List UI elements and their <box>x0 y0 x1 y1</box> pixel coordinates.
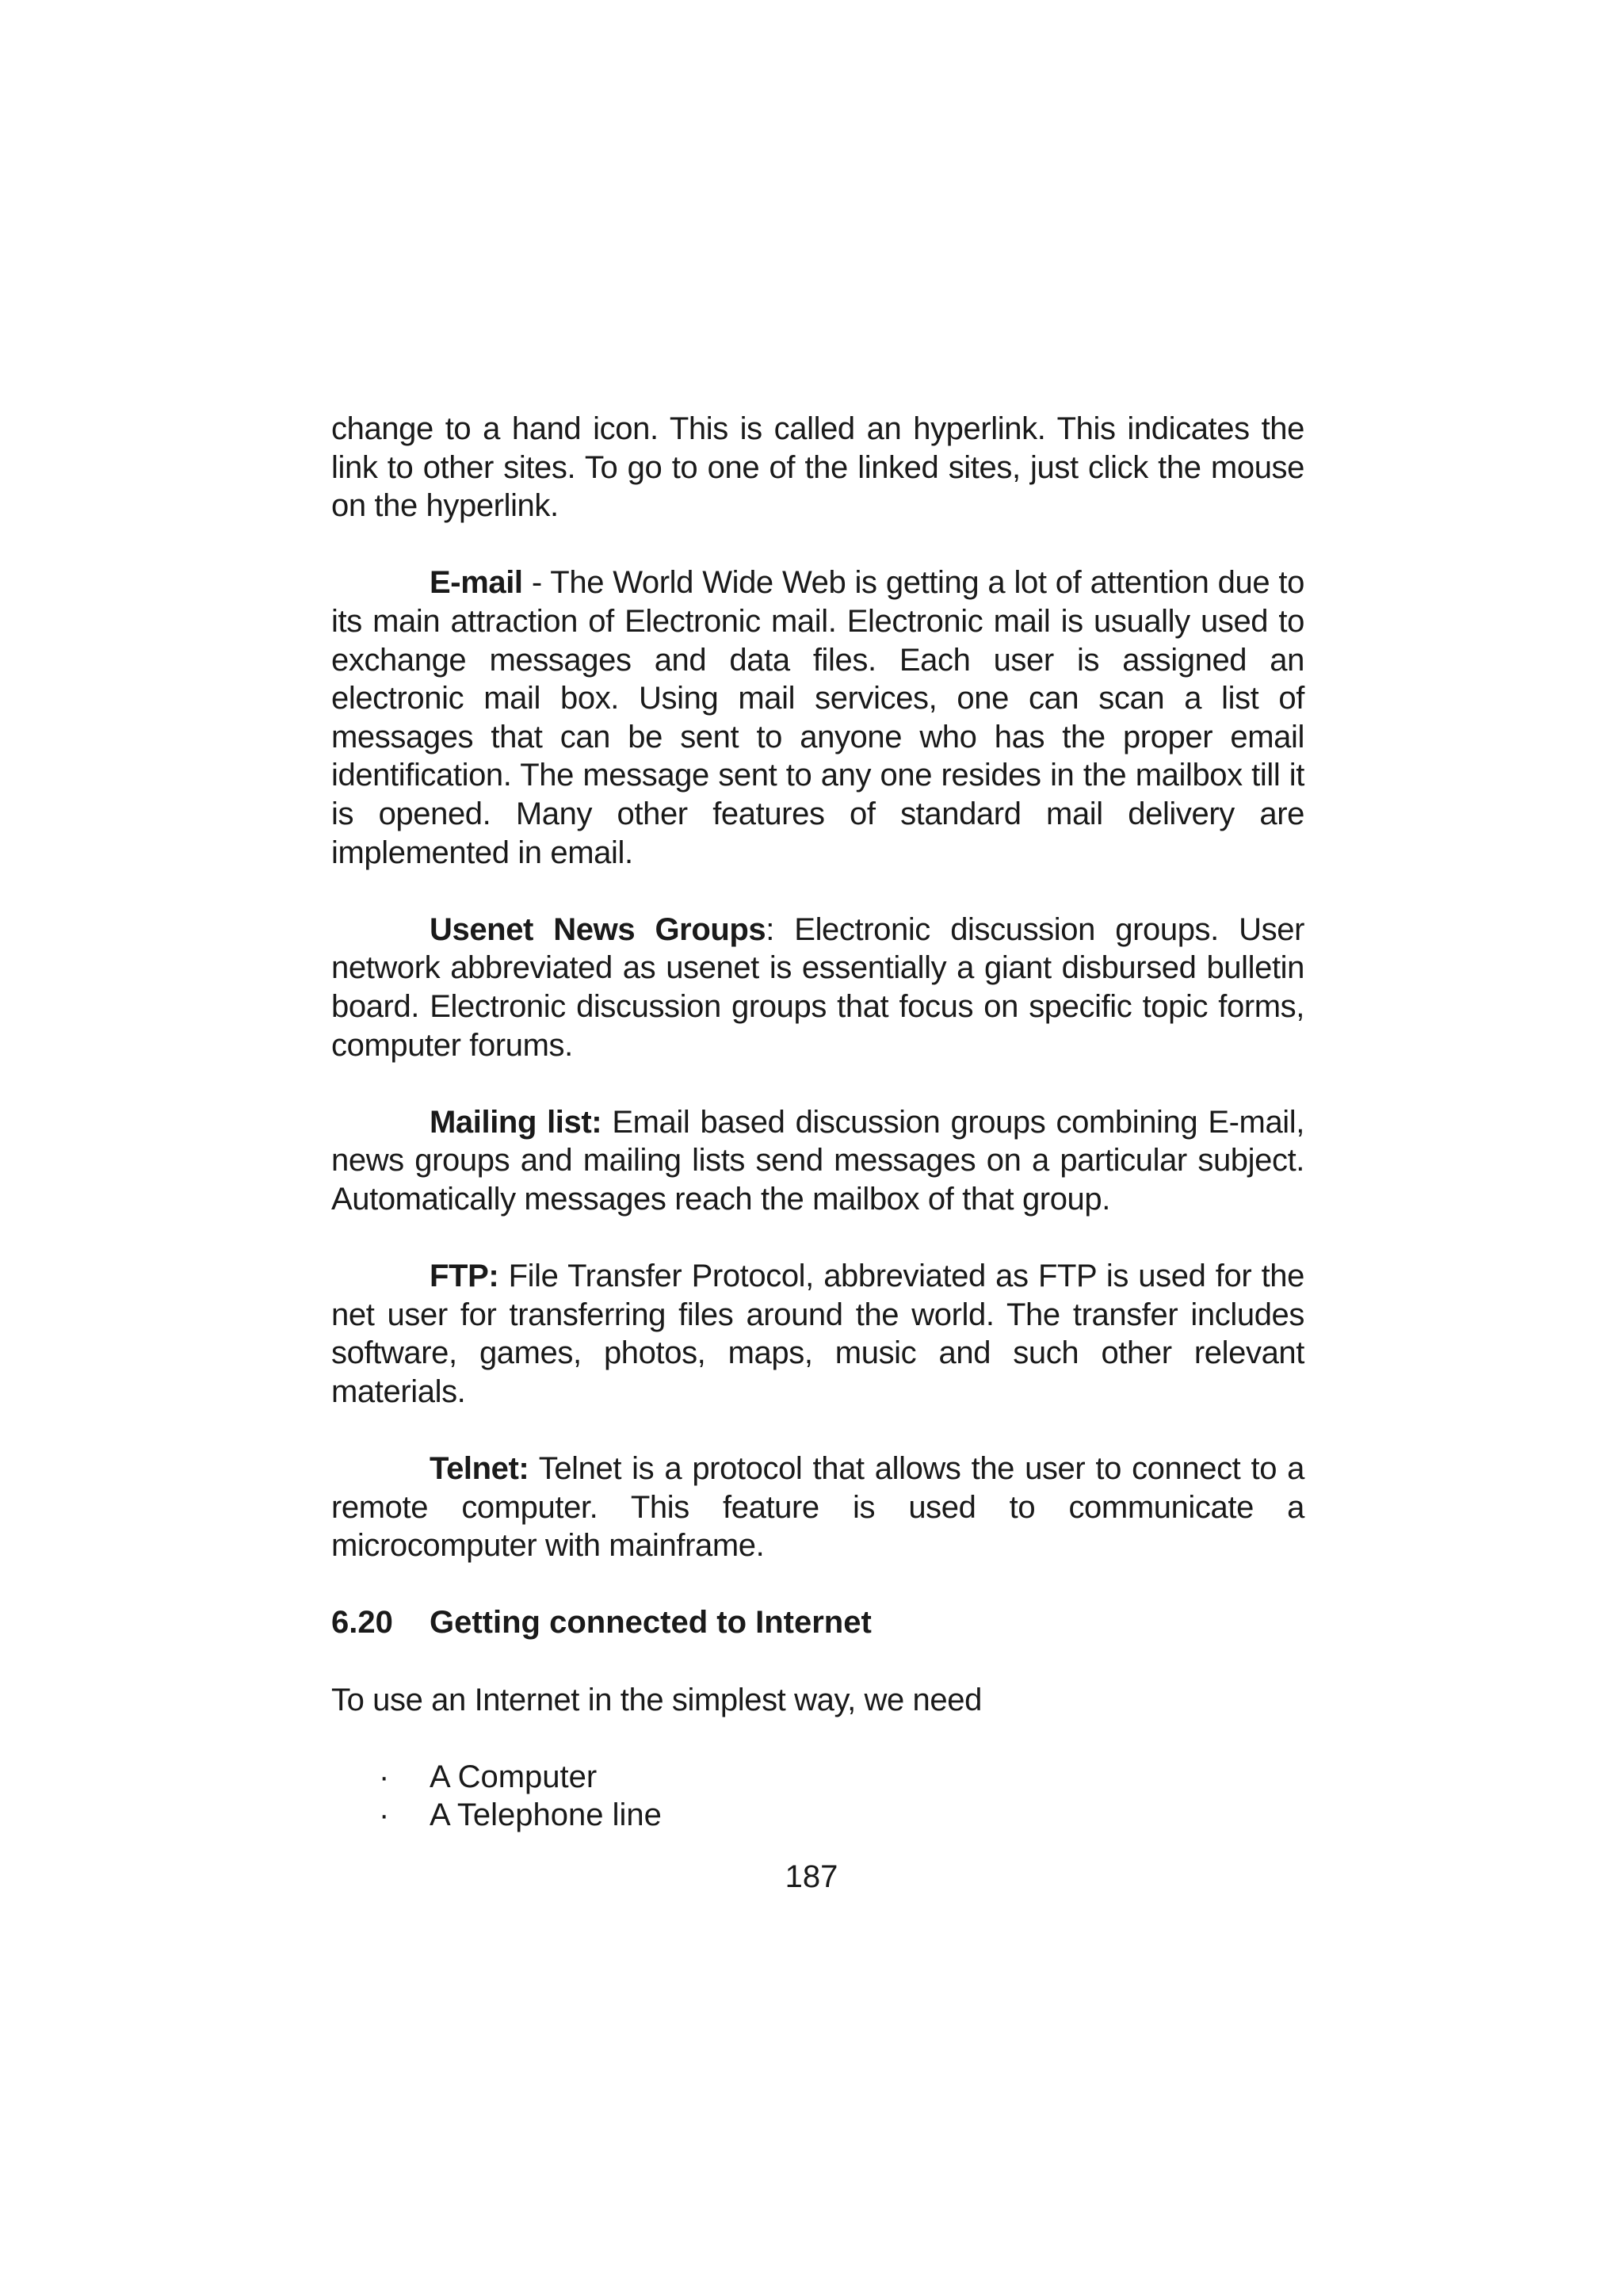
paragraph-email-text: - The World Wide Web is getting a lot of attention due to its main attraction of Electronic mail. Electronic mail is usually used to exchange messages and data files. Each user is assigned an electronic mail box. Using mail services, one can scan a list of messages that can be sent to anyone who has the proper email identification. The message sent to any one resides in the mailbox till it is opened. Many other features of standard mail delivery are implemented in email. <box>331 565 1304 870</box>
bullet-icon: · <box>379 1797 390 1833</box>
paragraph-usenet-text: : Electronic discussion groups. User network abbreviated as usenet is essentially a giant disbursed bulletin board. Electronic discussion groups that focus on specific topic forms, computer forums. <box>331 911 1305 1063</box>
paragraph-ftp <box>331 1257 1304 1411</box>
page-number: 187 <box>785 1859 838 1894</box>
paragraph-hyperlink <box>331 410 1304 525</box>
term-mailing-list: Mailing list: <box>430 1104 602 1140</box>
list-item-text: A Computer <box>430 1759 598 1794</box>
paragraph-mailing-list <box>331 1103 1304 1219</box>
paragraph-email <box>331 563 1304 872</box>
paragraph-intro <box>331 1681 1304 1720</box>
paragraph-hyperlink-text: change to a hand icon. This is called an hyperlink. This indicates the link to other sites. To go to one of the linked sites, just click the mouse on the hyperlink. <box>331 411 1304 524</box>
section-number: 6.20 <box>331 1605 393 1641</box>
paragraph-telnet-text: Telnet is a protocol that allows the user to connect to a remote computer. This feature is used to communicate a microcomputer with mainframe. <box>331 1451 1304 1564</box>
requirements-list <box>331 1758 1304 1835</box>
list-item <box>331 1758 1304 1797</box>
list-item <box>331 1796 1304 1835</box>
section-title: Getting connected to Internet <box>430 1605 872 1641</box>
paragraph-ftp-text: File Transfer Protocol, abbreviated as FTP is used for the net user for transferring files around the world. The transfer includes software, games, photos, maps, music and such other relevant materials. <box>331 1259 1304 1409</box>
term-email: E-mail <box>430 565 523 601</box>
page-content <box>331 410 1304 1835</box>
section-heading <box>331 1603 1304 1642</box>
paragraph-mailing-list-text: Email based discussion groups combining E-mail, news groups and mailing lists send messages on a particular subject. Automatically messages reach the mailbox of that group. <box>331 1104 1304 1217</box>
term-telnet: Telnet: <box>430 1451 529 1487</box>
term-usenet: Usenet News Groups <box>430 911 766 947</box>
paragraph-telnet <box>331 1450 1304 1565</box>
term-ftp: FTP: <box>430 1259 499 1294</box>
paragraph-usenet <box>331 911 1304 1064</box>
bullet-icon: · <box>379 1759 390 1794</box>
paragraph-intro-text: To use an Internet in the simplest way, we need <box>331 1682 982 1717</box>
list-item-text: A Telephone line <box>430 1797 662 1833</box>
